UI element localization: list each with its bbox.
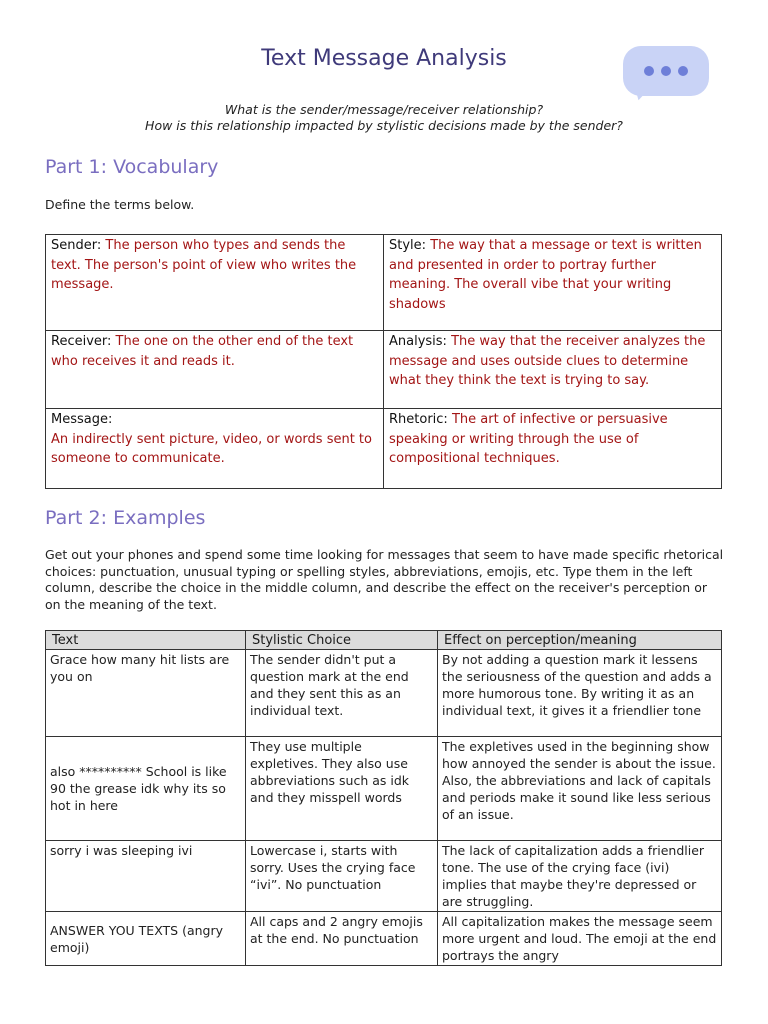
vocab-cell-style [384,235,722,331]
cell-effect: The expletives used in the beginning show how annoyed the sender is about the issue. Also, the abbreviations and lack of capitals and periods make it sound like less serious of an issue. [438,737,722,841]
vocab-cell-message [46,409,384,489]
cell-effect: All capitalization makes the message seem more urgent and loud. The emoji at the end portrays the angry [438,912,722,966]
table-row [46,912,722,966]
page-title: Text Message Analysis [261,46,507,71]
question-2: How is this relationship impacted by stylistic decisions made by the sender? [145,118,623,133]
guiding-questions [0,102,768,134]
cell-choice: They use multiple expletives. They also use abbreviations such as idk and they misspell words [246,737,438,841]
vocab-cell-rhetoric [384,409,722,489]
cell-choice: The sender didn't put a question mark at the end and they sent this as an individual text. [246,650,438,737]
examples-table [45,630,722,966]
term-definition: The way that a message or text is written and presented in order to portray further meaning. The overall vibe that your writing shadows [389,238,702,312]
term-definition: The person who types and sends the text. The person's point of view who writes the message. [51,238,357,292]
part2-heading: Part 2: Examples [45,507,206,529]
cell-choice: Lowercase i, starts with sorry. Uses the crying face “ivi”. No punctuation [246,841,438,912]
term-label: Message: [51,412,113,427]
cell-effect: The lack of capitalization adds a friendlier tone. The use of the crying face (ivi) implies that maybe they're depressed or are struggling. [438,841,722,912]
term-definition: The one on the other end of the text who receives it and reads it. [51,334,354,369]
vocabulary-table [45,234,722,489]
part2-instruction: Get out your phones and spend some time looking for messages that seem to have made specific rhetorical choices: punctuation, unusual typing or spelling styles, abbreviations, emojis, etc. Type them in the left column, describe the choice in the middle column, and describe the effect on the receiver's perception or on the meaning of the text. [45,547,724,612]
typing-dot [661,66,671,76]
table-row [46,650,722,737]
part1-heading: Part 1: Vocabulary [45,156,219,178]
term-label: Analysis: [389,334,447,349]
cell-text: sorry i was sleeping ivi [46,841,246,912]
term-definition: The art of infective or persuasive speaking or writing through the use of compositional techniques. [389,412,668,466]
chat-bubble-icon [623,46,709,96]
vocab-row [46,331,722,409]
term-label: Sender: [51,238,102,253]
vocab-cell-sender [46,235,384,331]
term-definition: An indirectly sent picture, video, or words sent to someone to communicate. [51,431,372,466]
vocab-cell-receiver [46,331,384,409]
table-header-row [46,631,722,650]
term-label: Receiver: [51,334,112,349]
cell-text: also ********** School is like 90 the grease idk why its so hot in here [46,737,246,841]
typing-dot [678,66,688,76]
column-header-choice: Stylistic Choice [246,631,438,650]
vocab-row [46,409,722,489]
term-definition: The way that the receiver analyzes the message and uses outside clues to determine what they think the text is trying to say. [389,334,706,388]
chat-bubble-tail [629,84,649,103]
question-1: What is the sender/message/receiver relationship? [224,102,544,117]
cell-text: ANSWER YOU TEXTS (angry emoji) [46,912,246,966]
term-label: Rhetoric: [389,412,448,427]
cell-choice: All caps and 2 angry emojis at the end. No punctuation [246,912,438,966]
typing-dot [644,66,654,76]
cell-effect: By not adding a question mark it lessens the seriousness of the question and adds a more humorous tone. By writing it as an individual text, it gives it a friendlier tone [438,650,722,737]
term-label: Style: [389,238,427,253]
vocab-cell-analysis [384,331,722,409]
column-header-text: Text [46,631,246,650]
table-row [46,841,722,912]
column-header-effect: Effect on perception/meaning [438,631,722,650]
table-row [46,737,722,841]
vocab-row [46,235,722,331]
part1-instruction: Define the terms below. [45,197,195,212]
cell-text: Grace how many hit lists are you on [46,650,246,737]
